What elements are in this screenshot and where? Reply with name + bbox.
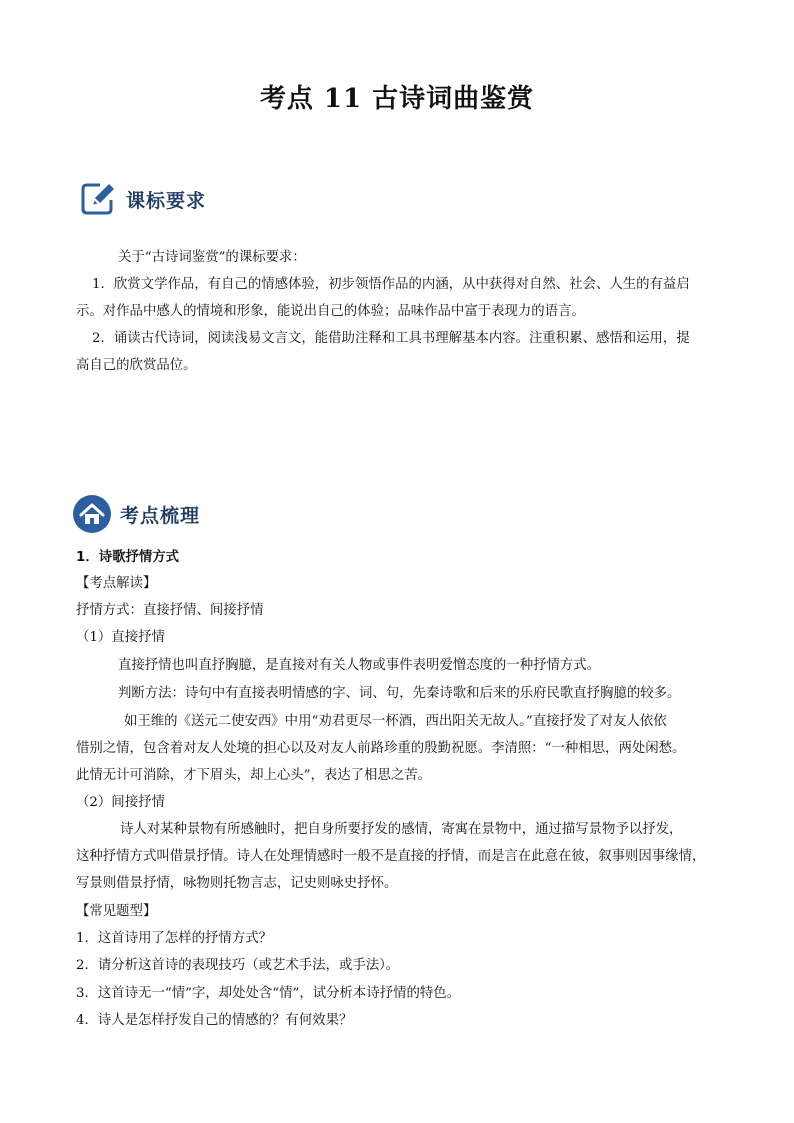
direct-lyric-line: 此情无计可消除，才下眉头，却上心头”，表达了相思之苦。 <box>76 768 431 783</box>
curriculum-intro: 关于“古诗词鉴赏”的课标要求： <box>118 250 306 265</box>
question-item: 2．请分析这首诗的表现技巧（或艺术手法，或手法）。 <box>76 958 400 973</box>
question-types-label: 【常见题型】 <box>76 904 157 919</box>
direct-lyric-line: 直接抒情也叫直抒胸臆，是直接对有关人物或事件表明爱憎态度的一种抒情方式。 <box>118 658 601 673</box>
curriculum-item-line: 高自己的欣赏品位。 <box>76 358 197 373</box>
curriculum-item-line: 示。对作品中感人的情境和形象，能说出自己的体验；品味作品中富于表现力的语言。 <box>76 304 585 319</box>
section-header-review <box>72 494 200 534</box>
question-item: 3．这首诗无一“情”字，却处处含“情”，试分析本诗抒情的特色。 <box>76 986 461 1001</box>
indirect-lyric-line: 这种抒情方式叫借景抒情。诗人在处理情感时一般不是直接的抒情，而是言在此意在彼，叙事则因事缘情， <box>76 849 706 864</box>
analysis-label: 【考点解读】 <box>76 576 157 591</box>
indirect-lyric-heading: （2）间接抒情 <box>76 795 165 810</box>
direct-lyric-line: 惜别之情，包含着对友人处境的担心以及对友人前路珍重的殷勤祝愿。李清照：“一种相思，两处闲愁。 <box>76 741 686 756</box>
section-title-review: 考点梳理 <box>120 504 201 527</box>
page-title: 考点 11 古诗词曲鉴赏 <box>259 84 535 114</box>
direct-lyric-line: 判断方法：诗句中有直接表明情感的字、词、句，先秦诗歌和后来的乐府民歌直抒胸臆的较多。 <box>118 686 681 701</box>
indirect-lyric-line: 诗人对某种景物有所感触时，把自身所要抒发的感情，寄寓在景物中，通过描写景物予以抒发， <box>120 822 683 837</box>
subsection-heading: 1．诗歌抒情方式 <box>76 550 180 565</box>
question-item: 4．诗人是怎样抒发自己的情感的？有何效果？ <box>76 1013 353 1028</box>
methods-line: 抒情方式：直接抒情、间接抒情 <box>76 603 264 618</box>
direct-lyric-line: 如王维的《送元二使安西》中用“劝君更尽一杯酒，西出阳关无故人。”直接抒发了对友人依依 <box>124 714 667 729</box>
home-icon <box>72 494 112 534</box>
curriculum-item-line: 2．诵读古代诗词，阅读浅易文言文，能借助注释和工具书理解基本内容。注重积累、感悟和运用，提 <box>92 331 690 346</box>
curriculum-item-line: 1．欣赏文学作品，有自己的情感体验，初步领悟作品的内涵，从中获得对自然、社会、人生的有益启 <box>92 277 690 292</box>
edit-pencil-icon <box>80 180 118 218</box>
direct-lyric-heading: （1）直接抒情 <box>76 630 165 645</box>
question-item: 1．这首诗用了怎样的抒情方式？ <box>76 931 272 946</box>
section-header-curriculum <box>80 180 206 218</box>
section-title-curriculum: 课标要求 <box>126 189 207 212</box>
indirect-lyric-line: 写景则借景抒情，咏物则托物言志，记史则咏史抒怀。 <box>76 876 398 891</box>
